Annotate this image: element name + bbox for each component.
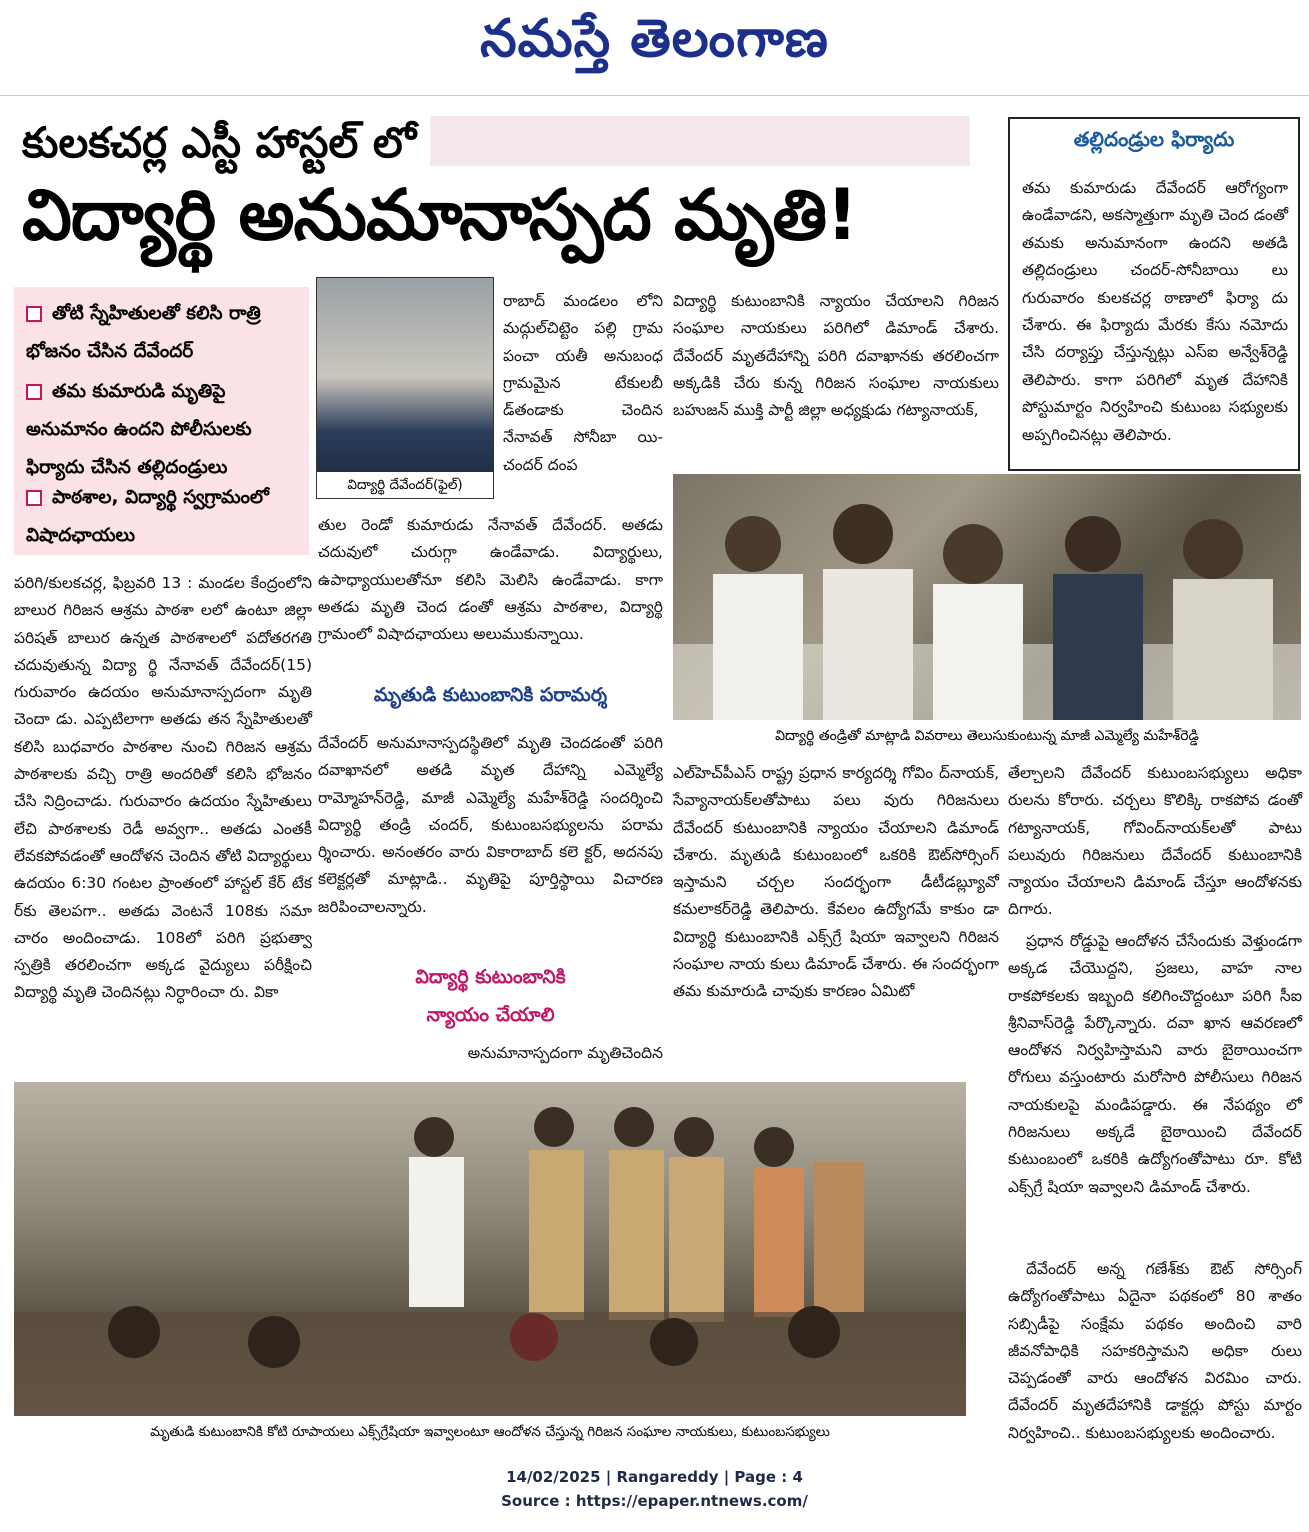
crowd-illustration	[673, 474, 1301, 720]
highlights-box	[14, 287, 309, 555]
protest-illustration	[14, 1082, 966, 1416]
portrait-caption: విద్యార్థి దేవేందర్(ఫైల్)	[317, 472, 493, 498]
subhead-justice-line-2: న్యాయం చేయాలి	[426, 1004, 555, 1026]
bullet-icon	[26, 306, 42, 322]
side-box-title: తల్లిదండ్రుల ఫిర్యాదు	[1073, 127, 1235, 151]
photo-1-caption: విద్యార్థి తండ్రితో మాట్లాడి వివరాలు తెలుసుకుంటున్న మాజీ ఎమ్మెల్యే మహేశ్‌రెడ్డి	[673, 722, 1301, 750]
column-2-bottom-text: దేవేందర్ అనుమానాస్పదస్థితిలో మృతి చెందడంతో పరిగి దవాఖానలో అతడి మృత దేహాన్ని ఎమ్మెల్యే రామ్మోహన్‌రెడ్డి, మాజీ ఎమ్మెల్యే మహేశ్‌రెడ్డి సందర్శించి విద్యార్థి తండ్రి చందర్, కుటుంబసభ్యులను పరామ ర్శించారు. అనంతరం వారు వికారాబాద్ కలె క్టర్, అదనపు కలెక్టర్లతో మాట్లాడి.. మృతిపై పూర్తిస్థాయి విచారణ జరిపించాలన్నారు.	[318, 734, 663, 916]
parents-complaint-box	[1008, 117, 1300, 471]
footer-source-link[interactable]: Source : https://epaper.ntnews.com/	[501, 1492, 808, 1510]
masthead-divider	[0, 95, 1309, 96]
highlight-text: తమ కుమారుడి మృతిపై అనుమానం ఉందని పోలీసులకు ఫిర్యాదు చేసిన తల్లిదండ్రులు	[26, 381, 252, 478]
column-4-text: తేల్చాలని దేవేందర్ కుటుంబసభ్యులు అధికా రులను కోరారు. చర్చలు కొలిక్కి రాకపోవ డంతో గట్యానాయక్, గోవింద్‌నాయక్‌లతో పాటు పలువురు గిరిజనులు దేవేందర్ కుటుంబానికి న్యాయం చేయాలని డిమాండ్ చేస్తూ ఆందోళనకు దిగారు.	[1008, 764, 1302, 919]
masthead-logo: నమస్తే తెలంగాణ	[480, 8, 829, 69]
highlight-item	[26, 373, 306, 487]
photo-2-caption: మృతుడి కుటుంబానికి కోటి రూపాయలు ఎక్స్‌గ్రేషియా ఇవ్వాలంటూ ఆందోళన చేస్తున్న గిరిజన సంఘాల నాయకులు, కుటుంబసభ్యులు	[14, 1418, 966, 1446]
highlight-text: తోటి స్నేహితులతో కలిసి రాత్రి భోజనం చేసిన దేవేందర్	[26, 303, 261, 362]
column-3-top-text: విద్యార్థి కుటుంబానికి న్యాయం చేయాలని గిరిజన సంఘాల నాయకులు పరిగిలో డిమాండ్ చేశారు. దేవేందర్ మృతదేహాన్ని పరిగి దవాఖానకు తరలించగా అక్కడికి చేరు కున్న గిరిజన సంఘాల నాయకులు బహుజన్ ముక్తి పార్టీ జిల్లా అధ్యక్షుడు గట్యానాయక్,	[673, 292, 999, 420]
headline-kicker: కులకచర్ల ఎస్టీ హాస్టల్ లో	[22, 118, 417, 167]
footer-date-page: 14/02/2025 | Rangareddy | Page : 4	[506, 1468, 803, 1486]
bullet-icon	[26, 490, 42, 506]
bullet-icon	[26, 384, 42, 400]
column-2-mid-text: తుల రెండో కుమారుడు నేనావత్ దేవేందర్. అతడు చదువులో చురుగ్గా ఉండేవాడు. విద్యార్థులు, ఉపాధ్యాయులతోనూ కలిసి మెలిసి ఉండేవాడు. కాగా అతడు మృతి చెంద డంతో ఆశ్రమ పాఠశాల, విద్యార్థి గ్రామంలో విషాదఛాయలు అలుముకున్నాయి.	[318, 516, 663, 644]
headline-band	[430, 116, 970, 166]
column-2-last-line: అనుమానాస్పదంగా మృతిచెందిన	[467, 1044, 663, 1062]
highlight-item	[26, 479, 306, 555]
subhead-justice-line-1: విద్యార్థి కుటుంబానికి	[415, 966, 566, 988]
column-4-text-2: ప్రధాన రోడ్డుపై ఆందోళన చేసేందుకు వెళ్తుండగా అక్కడ చేయొద్దని, ప్రజలు, వాహ నాల రాకపోకలకు ఇబ్బంది కలిగించొద్దంటూ పరిగి సీఐ శ్రీనివాస్‌రెడ్డి పేర్కొన్నారు. దవా ఖాన ఆవరణలో ఆందోళన నిర్వహిస్తామని వారు బైఠాయించగా రోగులు వస్తుంటారు మరోసారి పోలీసులు గిరిజన నాయకులపై మండిపడ్డారు. ఈ నేపథ్యం లో గిరిజనులు అక్కడే బైఠాయించి దేవేందర్ కుటుంబంలో ఒకరికి ఉద్యోగంతోపాటు రూ. కోటి ఎక్స్‌గ్రే షియా ఇవ్వాలని డిమాండ్ చేశారు.	[1008, 932, 1302, 1196]
student-portrait-photo	[316, 277, 494, 499]
hospital-visit-photo	[673, 474, 1301, 720]
column-1-text: పరిగి/కులకచర్ల, ఫిబ్రవరి 13 : మండల కేంద్రంలోని బాలుర గిరిజన ఆశ్రమ పాఠశా లలో ఉంటూ జిల్లా పరిషత్ బాలుర ఉన్నత పాఠశాలలో పదోతరగతి చదువుతున్న విద్యా ర్థి నేనావత్ దేవేందర్(15) గురువారం ఉదయం అనుమానాస్పదంగా మృతి చెందా డు. ఎప్పటిలాగా అతడు తన స్నేహితులతో కలిసి బుధవారం పాఠశాల నుంచి గిరిజన ఆశ్రమ పాఠశాలకు వచ్చి రాత్రి అందరితో కలిసి భోజనం చేసి నిద్రించాడు. గురువారం ఉదయం స్నేహితులు లేచి పాఠశాలకు రెడీ అవ్వగా.. అతడు ఎంతకీ లేవకపోవడంతో ఆందోళన చెందిన తోటి విద్యార్థులు ఉదయం 6:30 గంటల ప్రాంతంలో హాస్టల్ కేర్ టేక ర్‌కు తెలపగా.. అతడు వెంటనే 108కు సమా చారం అందించాడు. 108లో పరిగి ప్రభుత్వా స్పత్రికి తరలించగా అక్కడ వైద్యులు పరీక్షించి విద్యార్థి మృతి చెందినట్లు నిర్ధారించా రు. వికా	[14, 574, 312, 1002]
column-3-bottom-text: ఎల్‌హెచ్‌పీఎస్ రాష్ట్ర ప్రధాన కార్యదర్శి గోవిం ద్‌నాయక్, సేవ్యానాయక్‌లతోపాటు పలు వురు గిరిజనులు దేవేందర్ కుటుంబానికి న్యాయం చేయాలని డిమాండ్ చేశారు. మృతుడి కుటుంబంలో ఒకరికి ఔట్‌సోర్సింగ్ ఇస్తామని చర్చల సందర్భంగా డీటీడబ్ల్యూవో కమలాకర్‌రెడ్డి తెలిపారు. కేవలం ఉద్యోగమే కాకుం డా విద్యార్థి కుటుంబానికి ఎక్స్‌గ్రే షియా ఇవ్వాలని గిరిజన సంఘాల నాయ కులు డిమాండ్ చేశారు. ఈ సందర్భంగా తమ కుమారుడి చావుకు కారణం ఏమిటో	[673, 764, 999, 1001]
column-4-text-3: దేవేందర్ అన్న గణేశ్‌కు ఔట్ సోర్సింగ్ ఉద్యోగంతోపాటు ఏదైనా పథకంలో 80 శాతం సబ్సిడీపై సంక్షేమ పథకం అందించి వారి జీవనోపాధికి సహకరిస్తామని అధికా రులు చెప్పడంతో వారు ఆందోళన విరమిం చారు. దేవేందర్ మృతదేహానికి డాక్టర్లు పోస్టు మార్టం నిర్వహించి.. కుటుంబసభ్యులకు అందించారు.	[1008, 1260, 1302, 1442]
side-box-text: తమ కుమారుడు దేవేందర్ ఆరోగ్యంగా ఉండేవాడని, అకస్మాత్తుగా మృతి చెంద డంతో తమకు అనుమానంగా ఉందని అతడి తల్లిదండ్రులు చందర్-సోనీబాయి లు గురువారం కులకచర్ల ఠాణాలో ఫిర్యా దు చేశారు. ఈ ఫిర్యాదు మేరకు కేసు నమోదు చేసి దర్యాప్తు చేస్తున్నట్లు ఎస్ఐ అన్వేశ్‌రెడ్డి తెలిపారు. కాగా పరిగిలో మృత దేహానికి పోస్టుమార్టం నిర్వహించి కుటుంబ సభ్యులకు అప్పగించినట్లు తెలిపారు.	[1022, 179, 1288, 444]
headline: విద్యార్థి అనుమానాస్పద మృతి!	[22, 174, 858, 256]
highlight-text: పాఠశాల, విద్యార్థి స్వగ్రామంలో విషాదఛాయలు	[26, 487, 269, 546]
highlight-item	[26, 295, 306, 371]
column-2-top-text: రాబాద్ మండలం లోని మద్గుల్‌చిట్టెం పల్లి గ్రామ పంచా యతీ అనుబంధ గ్రామమైన టేకులబీ డ్‌తండాకు చెందిన నేనావత్ సోనీబా యి-చందర్ దంప	[503, 292, 663, 474]
subhead-condolence: మృతుడి కుటుంబానికి పరామర్శ	[373, 684, 608, 706]
protest-photo	[14, 1082, 966, 1416]
